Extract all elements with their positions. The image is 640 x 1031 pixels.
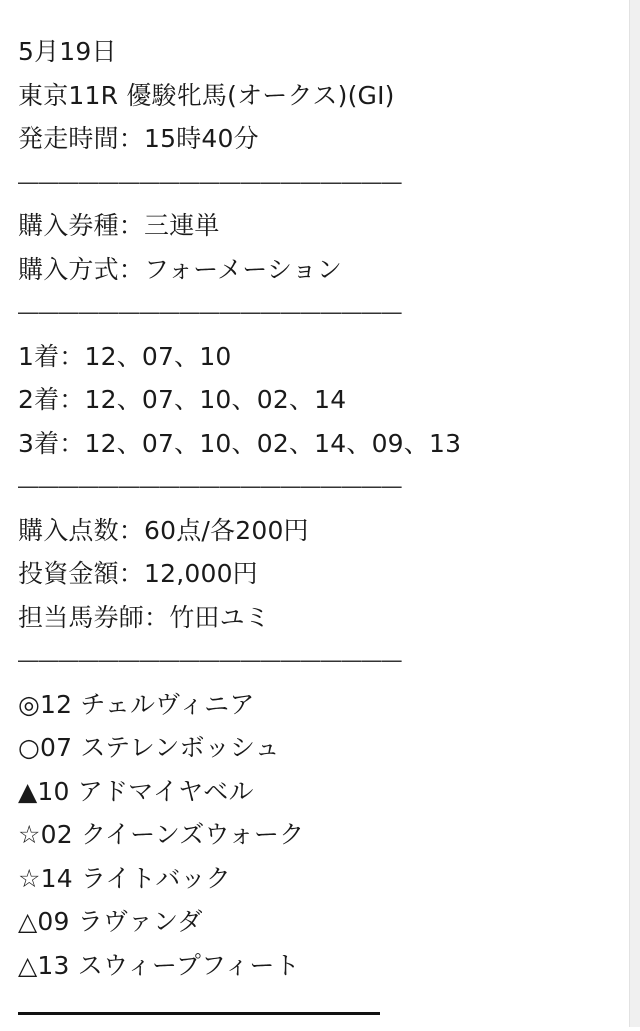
pick-item: ◎12 チェルヴィニア [18,689,255,719]
end-rule-bar [18,1012,380,1015]
pick-item: ○07 ステレンボッシュ [18,733,280,762]
investment-amount: 投資金額：12,000円 [18,559,258,588]
divider: ――――――――――――――――――― [18,300,402,324]
formation-first: 1着：12、07、10 [18,341,232,371]
race-title: 東京11R 優駿牝馬(オークス)(GI) [18,80,395,110]
formation-second: 2着：12、07、10、02、14 [18,385,347,414]
bet-type: 購入券種：三連単 [18,211,220,240]
pick-item: ▲10 アドマイヤベル [18,776,254,806]
divider: ――――――――――――――――――― [18,648,402,672]
divider: ――――――――――――――――――― [18,474,402,498]
pick-item: △13 スウィープフィート [18,950,300,980]
pick-item: ☆14 ライトバック [18,863,231,893]
formation-third: 3着：12、07、10、02、14、09、13 [18,428,462,458]
picks-list [18,683,618,988]
tipster-name: 担当馬券師：竹田ユミ [18,602,271,632]
race-date: 5月19日 [18,37,117,66]
start-time: 発走時間：15時40分 [18,124,259,153]
end-rule [18,987,618,1031]
scrollbar-track[interactable] [629,0,640,1027]
purchase-points: 購入点数：60点/各200円 [18,515,309,545]
pick-item: △09 ラヴァンダ [18,907,203,936]
pick-item: ☆02 クイーンズウォーク [18,820,305,849]
bet-method: 購入方式：フォーメーション [18,254,343,284]
divider: ――――――――――――――――――― [18,169,402,194]
prediction-article [18,30,618,1031]
